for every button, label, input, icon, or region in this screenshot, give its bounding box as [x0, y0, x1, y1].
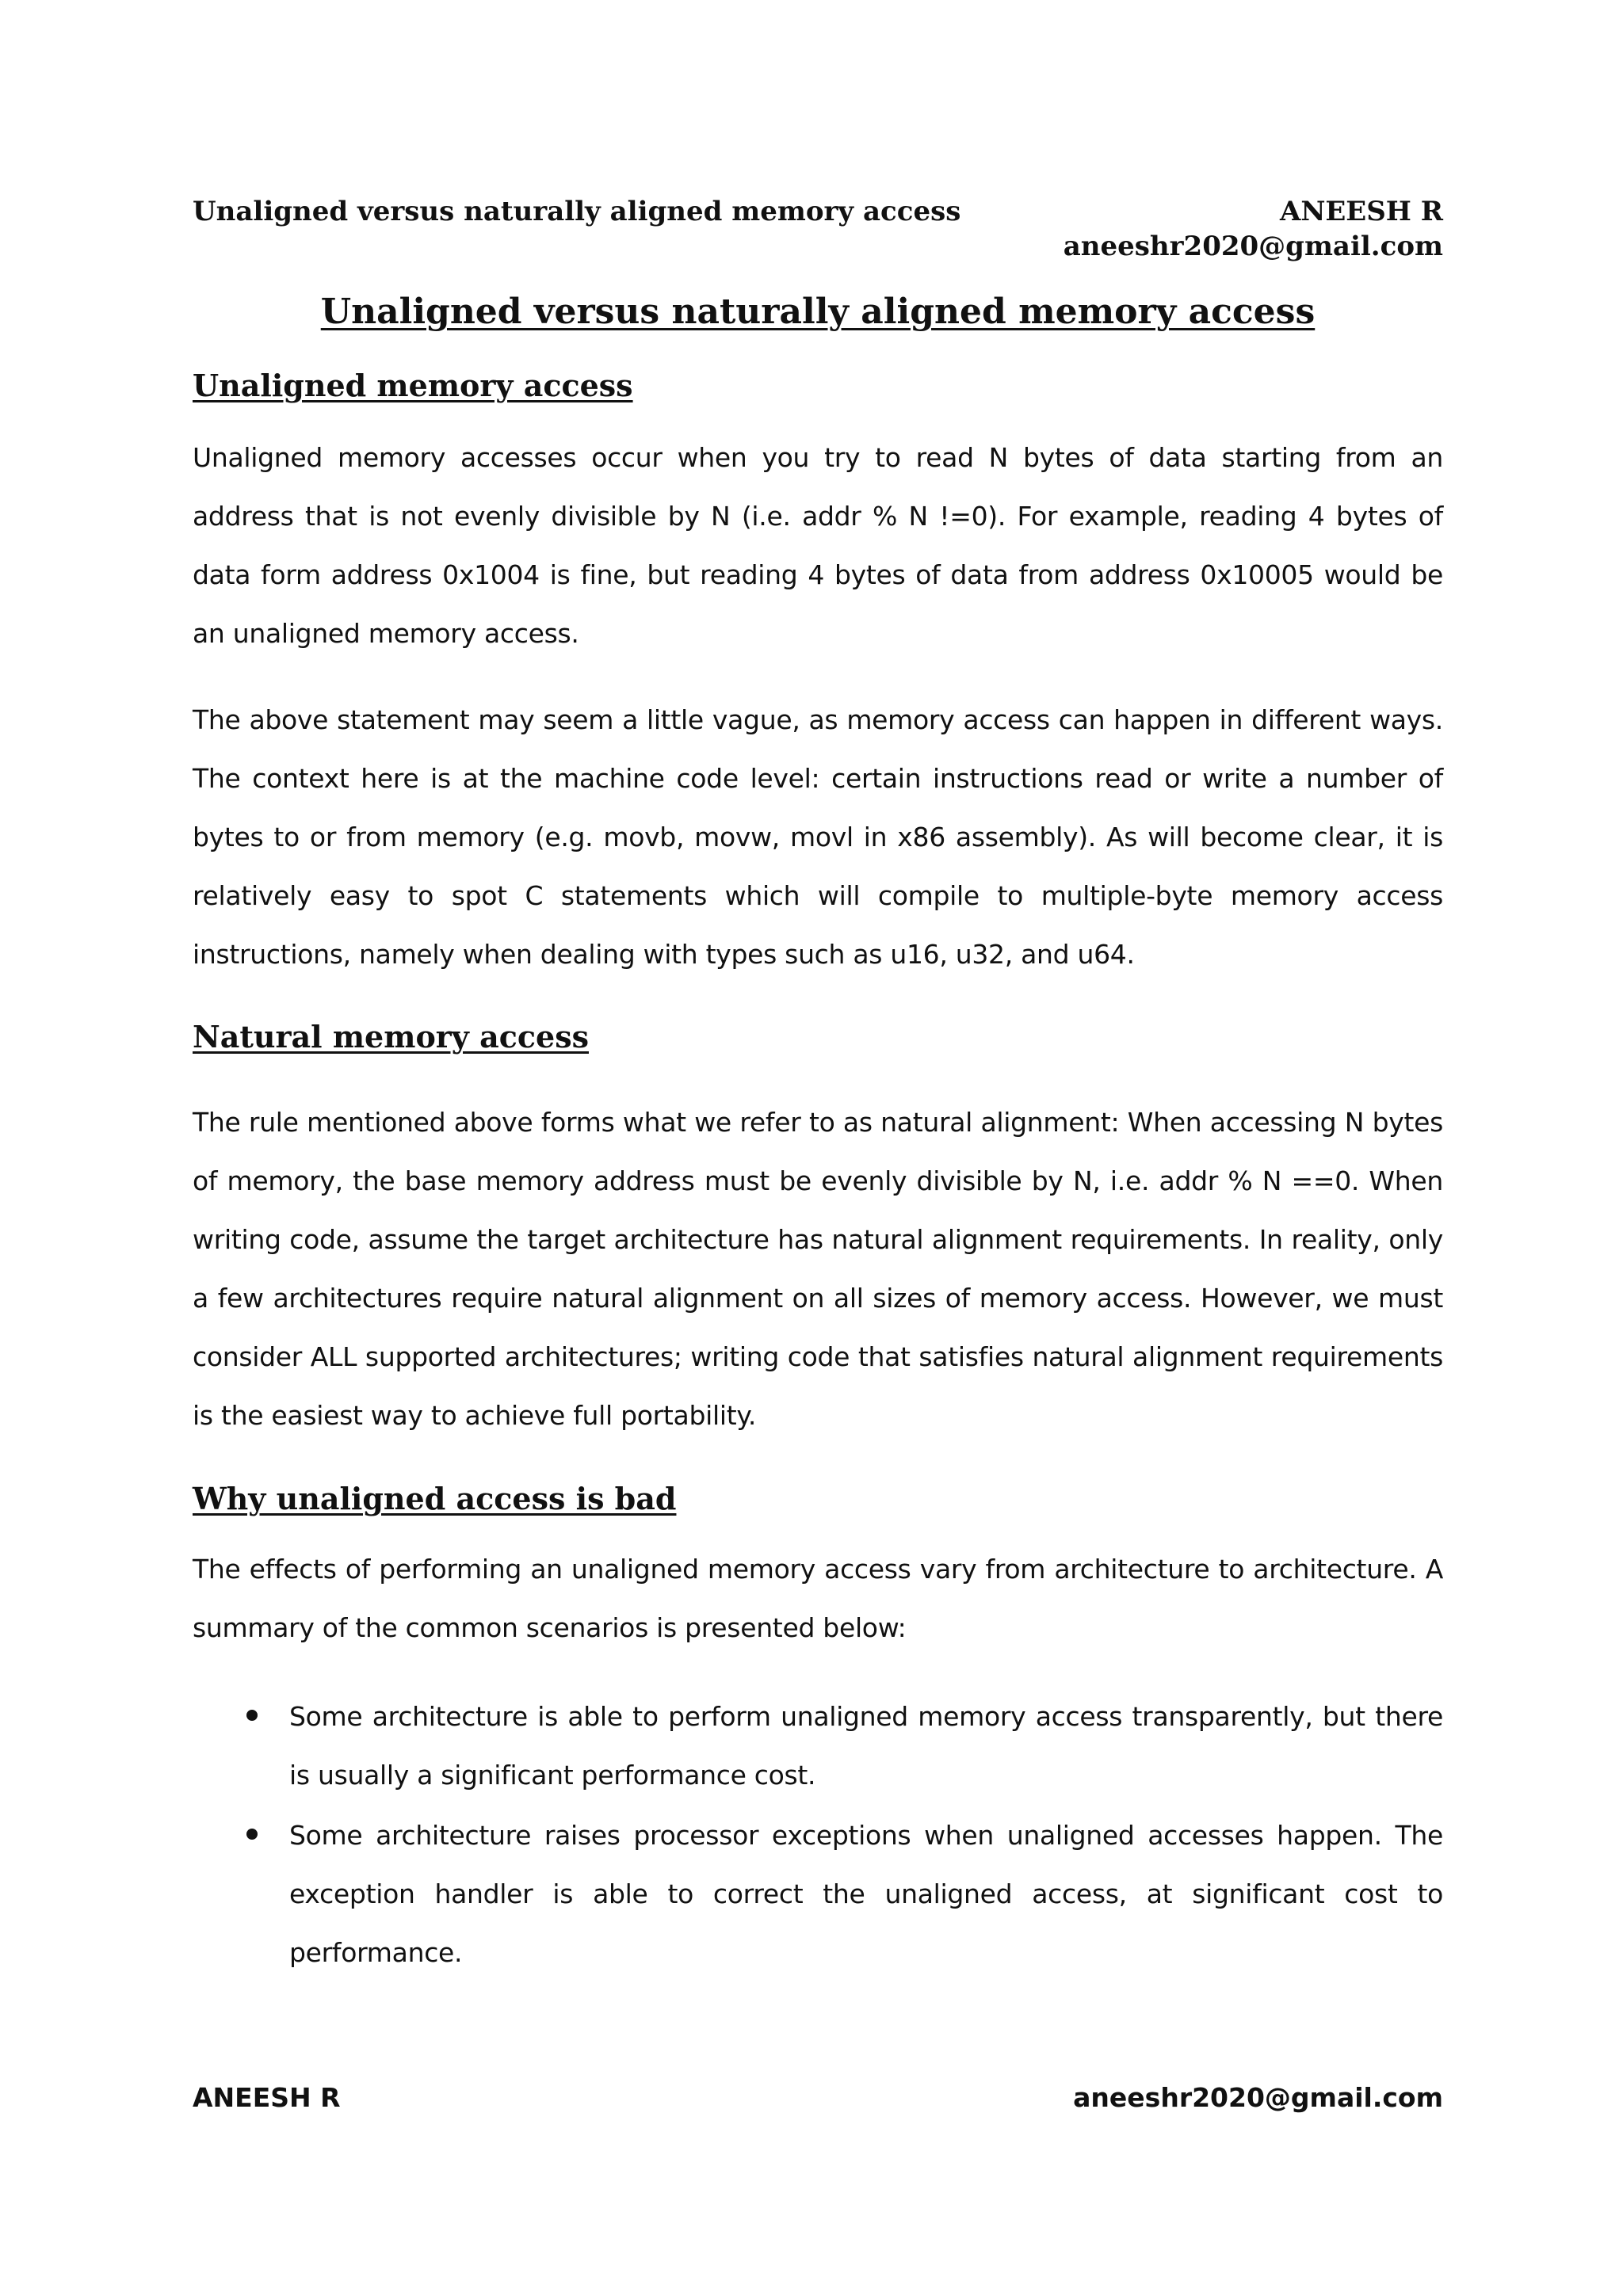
bullet-list: [193, 1688, 1443, 1984]
list-item-text: Some architecture is able to perform unaligned memory access transparently, but there is usually a significant performance cost.: [289, 1701, 1443, 1791]
document-page: [193, 0, 1443, 2296]
section-heading-unaligned: Unaligned memory access: [193, 368, 633, 403]
list-item-text: Some architecture raises processor exceptions when unaligned accesses happen. The exception handler is able to correct the unaligned access, at significant cost to performance.: [289, 1820, 1443, 1968]
header-title: Unaligned versus naturally aligned memory access: [193, 196, 961, 227]
section-heading-natural: Natural memory access: [193, 1019, 589, 1055]
header-author: ANEESH R: [1279, 196, 1443, 227]
header-email: aneeshr2020@gmail.com: [1063, 231, 1443, 262]
list-item: [193, 1688, 1443, 1805]
list-item: [193, 1806, 1443, 1982]
bullet-icon: [246, 1710, 258, 1721]
document-title: Unaligned versus naturally aligned memory access: [320, 292, 1316, 332]
paragraph: The effects of performing an unaligned memory access vary from architecture to architecture. A summary of the common scenarios is presented below:: [193, 1554, 1443, 1643]
bullet-icon: [246, 1829, 258, 1840]
header-author-block: [1064, 194, 1443, 264]
footer-email: aneeshr2020@gmail.com: [1073, 2082, 1443, 2113]
paragraph: Unaligned memory accesses occur when you try to read N bytes of data starting from an address that is not evenly divisible by N (i.e. addr % N !=0). For example, reading 4 bytes of data form address 0x1004 is fine, but reading 4 bytes of data from address 0x10005 would be an unaligned memory access.: [193, 442, 1443, 649]
footer-author: ANEESH R: [193, 2082, 341, 2113]
paragraph: The rule mentioned above forms what we refer to as natural alignment: When accessing N bytes of memory, the base memory address must be evenly divisible by N, i.e. addr % N ==0. When writing code, assume the target architecture has natural alignment requirements. In reality, only a few architectures require natural alignment on all sizes of memory access. However, we must consider ALL supported architectures; writing code that satisfies natural alignment requirements is the easiest way to achieve full portability.: [193, 1107, 1443, 1431]
paragraph: The above statement may seem a little vague, as memory access can happen in different ways. The context here is at the machine code level: certain instructions read or write a number of bytes to or from memory (e.g. movb, movw, movl in x86 assembly). As will become clear, it is relatively easy to spot C statements which will compile to multiple-byte memory access instructions, namely when dealing with types such as u16, u32, and u64.: [193, 704, 1443, 970]
section-heading-why-bad: Why unaligned access is bad: [193, 1481, 677, 1516]
